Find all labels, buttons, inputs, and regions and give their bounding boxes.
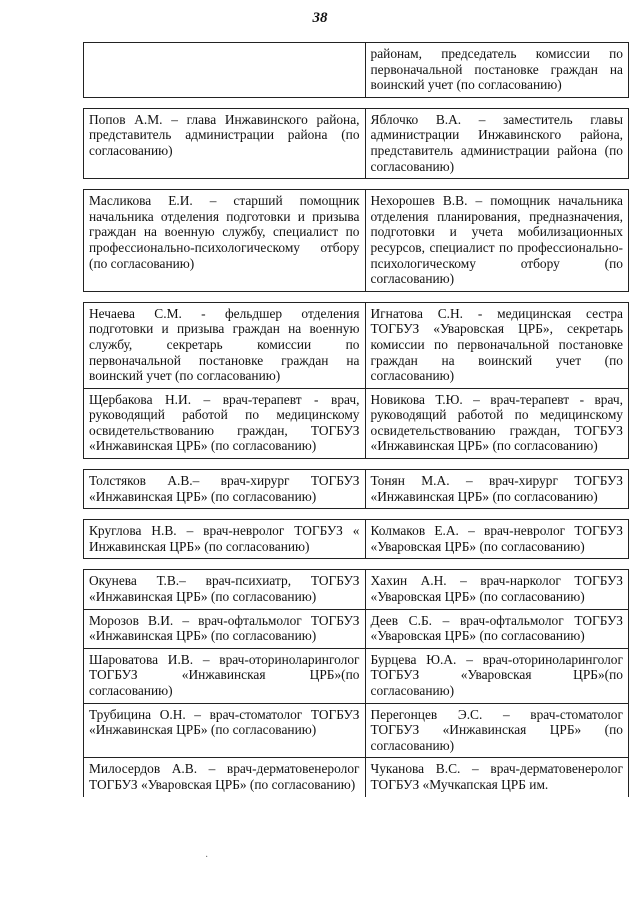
reserve-member-cell: Деев С.Б. – врач-офтальмолог ТОГБУЗ «Уваровская ЦРБ» (по согласованию) <box>365 609 628 648</box>
table-row <box>84 648 629 703</box>
reserve-member-cell: Бурцева Ю.А. – врач-оториноларинголог ТОГБУЗ «Уваровская ЦРБ»(по согласованию) <box>365 648 628 703</box>
commission-members-table <box>83 42 629 797</box>
main-member-cell: Нечаева С.М. - фельдшер отделения подготовки и призыва граждан на военную службу, секретарь комиссии по первоначальной постановке граждан на воинский учет (по согласованию) <box>84 302 366 388</box>
table-row <box>84 108 629 178</box>
row-spacer <box>84 291 629 302</box>
row-spacer <box>84 97 629 108</box>
table-row <box>84 703 629 758</box>
table-row <box>84 190 629 292</box>
reserve-member-cell: Игнатова С.Н. - медицинская сестра ТОГБУЗ «Уваровская ЦРБ», секретарь комиссии по первоначальной постановке граждан на воинский учет (по согласованию) <box>365 302 628 388</box>
table-row <box>84 388 629 458</box>
reserve-member-cell: Тонян М.А. – врач-хирург ТОГБУЗ «Инжавинская ЦРБ» (по согласованию) <box>365 470 628 509</box>
main-member-cell: Масликова Е.И. – старший помощник начальника отделения подготовки и призыва граждан на военную службу, специалист по профессионально-психологическому отбору (по согласованию) <box>84 190 366 292</box>
main-member-cell <box>84 43 366 98</box>
scan-mark: · <box>205 852 209 863</box>
table-row <box>84 302 629 388</box>
reserve-member-cell: Чуканова В.С. – врач-дерматовенеролог ТОГБУЗ «Мучкапская ЦРБ им. <box>365 758 628 797</box>
table-row <box>84 758 629 797</box>
table-row <box>84 609 629 648</box>
row-spacer <box>84 559 629 570</box>
main-member-cell: Морозов В.И. – врач-офтальмолог ТОГБУЗ «Инжавинская ЦРБ» (по согласованию) <box>84 609 366 648</box>
reserve-member-cell: Хахин А.Н. – врач-нарколог ТОГБУЗ «Уваровская ЦРБ» (по согласованию) <box>365 570 628 609</box>
reserve-member-cell: Яблочко В.А. – заместитель главы администрации Инжавинского района, представитель администрации района (по согласованию) <box>365 108 628 178</box>
table-row <box>84 520 629 559</box>
table-row <box>84 470 629 509</box>
reserve-member-cell: Колмаков Е.А. – врач-невролог ТОГБУЗ «Уваровская ЦРБ» (по согласованию) <box>365 520 628 559</box>
main-member-cell: Милосердов А.В. – врач-дерматовенеролог ТОГБУЗ «Уваровская ЦРБ» (по согласованию) <box>84 758 366 797</box>
row-spacer <box>84 509 629 520</box>
main-member-cell: Трубицина О.Н. – врач-стоматолог ТОГБУЗ «Инжавинская ЦРБ» (по согласованию) <box>84 703 366 758</box>
reserve-member-cell: Перегонцев Э.С. – врач-стоматолог ТОГБУЗ «Инжавинская ЦРБ» (по согласованию) <box>365 703 628 758</box>
page-number: 38 <box>312 10 328 26</box>
main-member-cell: Попов А.М. – глава Инжавинского района, представитель администрации района (по согласованию) <box>84 108 366 178</box>
table-row <box>84 43 629 98</box>
main-member-cell: Окунева Т.В.– врач-психиатр, ТОГБУЗ «Инжавинская ЦРБ» (по согласованию) <box>84 570 366 609</box>
reserve-member-cell: Нехорошев В.В. – помощник начальника отделения планирования, предназначения, подготовки и учета мобилизационных ресурсов, специалист по профессионально-психологическому отбору (по согласованию) <box>365 190 628 292</box>
main-member-cell: Шароватова И.В. – врач-оториноларинголог ТОГБУЗ «Инжавинская ЦРБ»(по согласованию) <box>84 648 366 703</box>
row-spacer <box>84 459 629 470</box>
reserve-member-cell: Новикова Т.Ю. – врач-терапевт - врач, руководящий работой по медицинскому освидетельствованию граждан, ТОГБУЗ «Инжавинская ЦРБ» (по согласованию) <box>365 388 628 458</box>
main-member-cell: Щербакова Н.И. – врач-терапевт - врач, руководящий работой по медицинскому освидетельствованию граждан, ТОГБУЗ «Инжавинская ЦРБ» (по согласованию) <box>84 388 366 458</box>
main-member-cell: Круглова Н.В. – врач-невролог ТОГБУЗ « Инжавинская ЦРБ» (по согласованию) <box>84 520 366 559</box>
reserve-member-cell: районам, председатель комиссии по первоначальной постановке граждан на воинский учет (по согласованию) <box>365 43 628 98</box>
table-row <box>84 570 629 609</box>
row-spacer <box>84 179 629 190</box>
main-member-cell: Толстяков А.В.– врач-хирург ТОГБУЗ «Инжавинская ЦРБ» (по согласованию) <box>84 470 366 509</box>
